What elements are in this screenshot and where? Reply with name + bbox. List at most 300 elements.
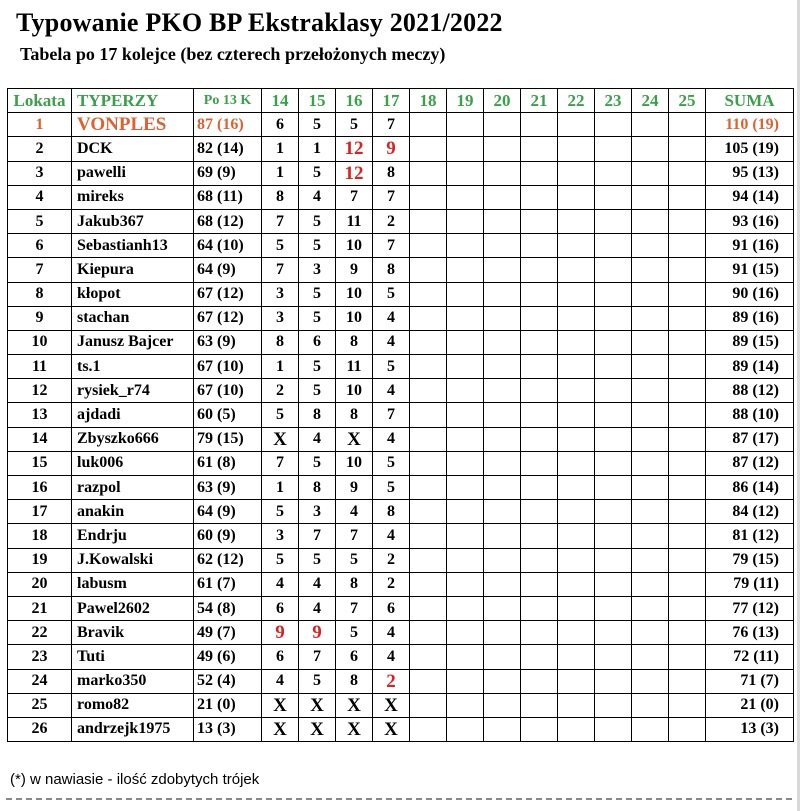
round-score-cell <box>410 427 447 451</box>
table-row <box>8 476 794 500</box>
rank-cell: 6 <box>8 234 72 258</box>
player-name-cell: rysiek_r74 <box>72 379 194 403</box>
round-score-cell: 11 <box>336 209 373 233</box>
round-score-cell <box>521 161 558 185</box>
header-round: 22 <box>558 89 595 113</box>
round-score-cell <box>632 645 669 669</box>
round-score-cell: 8 <box>373 161 410 185</box>
round-score-cell: 10 <box>336 306 373 330</box>
round-score-cell <box>521 451 558 475</box>
header-round: 20 <box>484 89 521 113</box>
round-score-cell <box>521 476 558 500</box>
round-score-cell <box>632 282 669 306</box>
round-score-cell: 2 <box>373 572 410 596</box>
round-score-cell <box>595 258 632 282</box>
round-score-cell <box>521 137 558 161</box>
standings-table <box>7 88 794 742</box>
round-score-cell: 5 <box>299 355 336 379</box>
round-score-cell <box>632 693 669 717</box>
table-row <box>8 572 794 596</box>
header-round: 19 <box>447 89 484 113</box>
po13-cell: 63 (9) <box>194 476 262 500</box>
round-score-cell <box>632 258 669 282</box>
round-score-cell: 8 <box>336 330 373 354</box>
round-score-cell <box>669 258 706 282</box>
round-score-cell <box>558 355 595 379</box>
player-name-cell: andrzejk1975 <box>72 717 194 741</box>
total-cell: 88 (10) <box>706 403 794 427</box>
round-score-cell <box>447 403 484 427</box>
round-score-cell <box>410 306 447 330</box>
round-score-cell <box>669 572 706 596</box>
round-score-cell <box>521 282 558 306</box>
round-score-cell <box>484 137 521 161</box>
round-score-cell <box>595 596 632 620</box>
round-score-cell: 6 <box>336 645 373 669</box>
header-po13: Po 13 K <box>194 89 262 113</box>
round-score-cell <box>410 258 447 282</box>
table-row <box>8 209 794 233</box>
round-score-cell <box>669 185 706 209</box>
round-score-cell <box>558 476 595 500</box>
round-score-cell <box>595 476 632 500</box>
round-score-cell <box>447 621 484 645</box>
round-score-cell <box>558 693 595 717</box>
round-score-cell <box>595 113 632 137</box>
round-score-cell <box>558 330 595 354</box>
round-score-cell <box>410 693 447 717</box>
round-score-cell <box>669 645 706 669</box>
rank-cell: 5 <box>8 209 72 233</box>
round-score-cell <box>595 669 632 693</box>
po13-cell: 61 (7) <box>194 572 262 596</box>
round-score-cell: 4 <box>262 669 299 693</box>
round-score-cell <box>632 427 669 451</box>
round-score-cell <box>595 500 632 524</box>
round-score-cell <box>410 669 447 693</box>
round-score-cell <box>632 403 669 427</box>
round-score-cell <box>484 355 521 379</box>
round-score-cell <box>632 330 669 354</box>
round-score-cell: 11 <box>336 355 373 379</box>
rank-cell: 9 <box>8 306 72 330</box>
po13-cell: 82 (14) <box>194 137 262 161</box>
round-score-cell <box>410 282 447 306</box>
round-score-cell <box>447 234 484 258</box>
round-score-cell <box>447 355 484 379</box>
total-cell: 87 (17) <box>706 427 794 451</box>
round-score-cell <box>521 379 558 403</box>
player-name-cell: Zbyszko666 <box>72 427 194 451</box>
round-score-cell: 7 <box>262 451 299 475</box>
round-score-cell: 5 <box>299 669 336 693</box>
table-row <box>8 548 794 572</box>
total-cell: 95 (13) <box>706 161 794 185</box>
total-cell: 13 (3) <box>706 717 794 741</box>
round-score-cell <box>521 330 558 354</box>
round-score-cell: X <box>299 693 336 717</box>
table-row <box>8 330 794 354</box>
table-row <box>8 355 794 379</box>
round-score-cell: 5 <box>299 548 336 572</box>
round-score-cell: 8 <box>373 500 410 524</box>
header-round: 17 <box>373 89 410 113</box>
round-score-cell <box>410 717 447 741</box>
total-cell: 76 (13) <box>706 621 794 645</box>
round-score-cell <box>521 306 558 330</box>
header-round: 14 <box>262 89 299 113</box>
round-score-cell: 5 <box>262 548 299 572</box>
round-score-cell <box>595 137 632 161</box>
round-score-cell <box>558 572 595 596</box>
round-score-cell <box>484 524 521 548</box>
round-score-cell: 10 <box>336 451 373 475</box>
round-score-cell: 12 <box>336 137 373 161</box>
round-score-cell <box>447 572 484 596</box>
round-score-cell: X <box>336 693 373 717</box>
total-cell: 91 (15) <box>706 258 794 282</box>
round-score-cell <box>595 645 632 669</box>
round-score-cell <box>669 548 706 572</box>
round-score-cell <box>558 258 595 282</box>
table-row <box>8 185 794 209</box>
round-score-cell <box>484 306 521 330</box>
po13-cell: 67 (12) <box>194 282 262 306</box>
round-score-cell: 9 <box>373 137 410 161</box>
player-name-cell: Tuti <box>72 645 194 669</box>
round-score-cell <box>484 258 521 282</box>
round-score-cell: 5 <box>373 282 410 306</box>
player-name-cell: J.Kowalski <box>72 548 194 572</box>
rank-cell: 21 <box>8 596 72 620</box>
round-score-cell: 3 <box>299 500 336 524</box>
round-score-cell <box>632 161 669 185</box>
round-score-cell: 8 <box>262 185 299 209</box>
total-cell: 79 (11) <box>706 572 794 596</box>
round-score-cell: 6 <box>262 645 299 669</box>
round-score-cell: 10 <box>336 282 373 306</box>
round-score-cell <box>484 379 521 403</box>
header-round: 21 <box>521 89 558 113</box>
page-title: Typowanie PKO BP Ekstraklasy 2021/2022 <box>16 8 503 37</box>
round-score-cell <box>669 476 706 500</box>
table-row <box>8 669 794 693</box>
round-score-cell <box>521 113 558 137</box>
round-score-cell <box>558 427 595 451</box>
round-score-cell: 4 <box>373 645 410 669</box>
rank-cell: 11 <box>8 355 72 379</box>
round-score-cell: 4 <box>299 427 336 451</box>
round-score-cell <box>447 185 484 209</box>
total-cell: 89 (16) <box>706 306 794 330</box>
rank-cell: 10 <box>8 330 72 354</box>
rank-cell: 7 <box>8 258 72 282</box>
po13-cell: 63 (9) <box>194 330 262 354</box>
round-score-cell: X <box>373 717 410 741</box>
round-score-cell <box>521 669 558 693</box>
table-row <box>8 403 794 427</box>
round-score-cell: 4 <box>373 379 410 403</box>
round-score-cell <box>484 282 521 306</box>
round-score-cell <box>558 621 595 645</box>
round-score-cell <box>484 645 521 669</box>
total-cell: 72 (11) <box>706 645 794 669</box>
total-cell: 89 (14) <box>706 355 794 379</box>
rank-cell: 13 <box>8 403 72 427</box>
round-score-cell <box>447 717 484 741</box>
round-score-cell <box>410 524 447 548</box>
round-score-cell <box>558 548 595 572</box>
round-score-cell <box>558 500 595 524</box>
rank-cell: 22 <box>8 621 72 645</box>
round-score-cell <box>632 209 669 233</box>
round-score-cell: 9 <box>336 258 373 282</box>
round-score-cell <box>558 451 595 475</box>
round-score-cell: 5 <box>299 161 336 185</box>
round-score-cell <box>632 717 669 741</box>
table-row <box>8 717 794 741</box>
round-score-cell: 3 <box>262 282 299 306</box>
round-score-cell <box>632 500 669 524</box>
round-score-cell <box>447 524 484 548</box>
round-score-cell <box>410 330 447 354</box>
round-score-cell: 1 <box>262 161 299 185</box>
round-score-cell <box>410 572 447 596</box>
table-row <box>8 161 794 185</box>
round-score-cell <box>447 476 484 500</box>
round-score-cell <box>484 717 521 741</box>
round-score-cell <box>410 500 447 524</box>
round-score-cell <box>521 645 558 669</box>
round-score-cell: 5 <box>373 476 410 500</box>
po13-cell: 67 (10) <box>194 379 262 403</box>
table-row <box>8 113 794 137</box>
round-score-cell: 6 <box>373 596 410 620</box>
round-score-cell <box>484 113 521 137</box>
round-score-cell <box>410 451 447 475</box>
total-cell: 94 (14) <box>706 185 794 209</box>
footnote: (*) w nawiasie - ilość zdobytych trójek <box>10 771 260 788</box>
round-score-cell: 8 <box>299 403 336 427</box>
round-score-cell <box>447 596 484 620</box>
round-score-cell <box>632 524 669 548</box>
round-score-cell: 5 <box>336 548 373 572</box>
round-score-cell <box>595 282 632 306</box>
round-score-cell <box>447 427 484 451</box>
round-score-cell: 4 <box>299 572 336 596</box>
round-score-cell <box>669 427 706 451</box>
total-cell: 81 (12) <box>706 524 794 548</box>
round-score-cell <box>558 161 595 185</box>
round-score-cell: 5 <box>299 282 336 306</box>
round-score-cell <box>669 596 706 620</box>
player-name-cell: Jakub367 <box>72 209 194 233</box>
round-score-cell <box>558 596 595 620</box>
rank-cell: 4 <box>8 185 72 209</box>
round-score-cell <box>521 234 558 258</box>
round-score-cell: 3 <box>262 306 299 330</box>
round-score-cell: 12 <box>336 161 373 185</box>
round-score-cell: 6 <box>262 113 299 137</box>
round-score-cell: 2 <box>373 209 410 233</box>
rank-cell: 18 <box>8 524 72 548</box>
round-score-cell <box>632 621 669 645</box>
round-score-cell <box>669 306 706 330</box>
round-score-cell <box>447 258 484 282</box>
player-name-cell: kłopot <box>72 282 194 306</box>
rank-cell: 12 <box>8 379 72 403</box>
round-score-cell: 9 <box>299 621 336 645</box>
round-score-cell <box>558 403 595 427</box>
table-row <box>8 621 794 645</box>
total-cell: 86 (14) <box>706 476 794 500</box>
round-score-cell: 5 <box>262 403 299 427</box>
player-name-cell: Endrju <box>72 524 194 548</box>
round-score-cell: X <box>336 717 373 741</box>
round-score-cell <box>484 185 521 209</box>
round-score-cell: 7 <box>262 258 299 282</box>
table-row <box>8 596 794 620</box>
round-score-cell <box>410 379 447 403</box>
round-score-cell <box>595 451 632 475</box>
round-score-cell <box>484 596 521 620</box>
round-score-cell <box>632 379 669 403</box>
round-score-cell: 8 <box>373 258 410 282</box>
total-cell: 79 (15) <box>706 548 794 572</box>
rank-cell: 8 <box>8 282 72 306</box>
po13-cell: 60 (5) <box>194 403 262 427</box>
header-round: 16 <box>336 89 373 113</box>
round-score-cell <box>595 234 632 258</box>
po13-cell: 61 (8) <box>194 451 262 475</box>
round-score-cell <box>558 645 595 669</box>
rank-cell: 15 <box>8 451 72 475</box>
round-score-cell <box>484 572 521 596</box>
round-score-cell: 5 <box>336 621 373 645</box>
round-score-cell <box>447 113 484 137</box>
round-score-cell <box>669 621 706 645</box>
round-score-cell <box>410 113 447 137</box>
round-score-cell: 4 <box>299 185 336 209</box>
round-score-cell: 1 <box>262 137 299 161</box>
round-score-cell <box>669 403 706 427</box>
round-score-cell: 5 <box>373 355 410 379</box>
round-score-cell <box>521 185 558 209</box>
po13-cell: 87 (16) <box>194 113 262 137</box>
po13-cell: 69 (9) <box>194 161 262 185</box>
po13-cell: 62 (12) <box>194 548 262 572</box>
round-score-cell <box>521 500 558 524</box>
round-score-cell: 5 <box>299 234 336 258</box>
table-row <box>8 306 794 330</box>
header-round: 25 <box>669 89 706 113</box>
round-score-cell: 8 <box>262 330 299 354</box>
round-score-cell <box>632 113 669 137</box>
round-score-cell <box>447 451 484 475</box>
round-score-cell: 5 <box>299 379 336 403</box>
round-score-cell <box>669 137 706 161</box>
round-score-cell <box>410 645 447 669</box>
round-score-cell: 3 <box>262 524 299 548</box>
page-subtitle: Tabela po 17 kolejce (bez czterech przełożonych meczy) <box>20 44 446 64</box>
round-score-cell <box>521 427 558 451</box>
rank-cell: 26 <box>8 717 72 741</box>
po13-cell: 64 (9) <box>194 258 262 282</box>
round-score-cell: 4 <box>299 596 336 620</box>
round-score-cell <box>484 621 521 645</box>
round-score-cell <box>595 548 632 572</box>
round-score-cell <box>484 209 521 233</box>
rank-cell: 14 <box>8 427 72 451</box>
round-score-cell <box>558 379 595 403</box>
round-score-cell <box>669 234 706 258</box>
round-score-cell: 8 <box>299 476 336 500</box>
round-score-cell <box>669 161 706 185</box>
round-score-cell: X <box>262 717 299 741</box>
header-round: 24 <box>632 89 669 113</box>
round-score-cell <box>447 137 484 161</box>
round-score-cell <box>410 209 447 233</box>
round-score-cell <box>521 548 558 572</box>
table-row <box>8 451 794 475</box>
header-lokata: Lokata <box>8 89 72 113</box>
round-score-cell <box>521 524 558 548</box>
round-score-cell: 1 <box>262 476 299 500</box>
round-score-cell <box>595 524 632 548</box>
round-score-cell <box>410 621 447 645</box>
round-score-cell <box>410 234 447 258</box>
rank-cell: 20 <box>8 572 72 596</box>
player-name-cell: Janusz Bajcer <box>72 330 194 354</box>
player-name-cell: luk006 <box>72 451 194 475</box>
rank-cell: 16 <box>8 476 72 500</box>
header-suma: SUMA <box>706 89 794 113</box>
round-score-cell <box>558 524 595 548</box>
round-score-cell <box>669 355 706 379</box>
total-cell: 71 (7) <box>706 669 794 693</box>
round-score-cell <box>484 403 521 427</box>
round-score-cell <box>484 330 521 354</box>
total-cell: 77 (12) <box>706 596 794 620</box>
round-score-cell: 2 <box>373 669 410 693</box>
round-score-cell <box>669 282 706 306</box>
round-score-cell <box>447 500 484 524</box>
round-score-cell: 9 <box>336 476 373 500</box>
po13-cell: 49 (6) <box>194 645 262 669</box>
total-cell: 93 (16) <box>706 209 794 233</box>
round-score-cell <box>595 693 632 717</box>
round-score-cell <box>669 330 706 354</box>
round-score-cell: 4 <box>373 621 410 645</box>
round-score-cell: 4 <box>336 500 373 524</box>
round-score-cell <box>410 548 447 572</box>
round-score-cell <box>447 306 484 330</box>
round-score-cell <box>521 621 558 645</box>
table-row <box>8 379 794 403</box>
player-name-cell: Sebastianh13 <box>72 234 194 258</box>
po13-cell: 13 (3) <box>194 717 262 741</box>
po13-cell: 64 (10) <box>194 234 262 258</box>
round-score-cell <box>595 621 632 645</box>
round-score-cell: 10 <box>336 234 373 258</box>
table-row <box>8 427 794 451</box>
rank-cell: 3 <box>8 161 72 185</box>
round-score-cell: 7 <box>373 403 410 427</box>
round-score-cell <box>669 500 706 524</box>
round-score-cell: 4 <box>373 524 410 548</box>
round-score-cell <box>632 137 669 161</box>
round-score-cell <box>558 306 595 330</box>
